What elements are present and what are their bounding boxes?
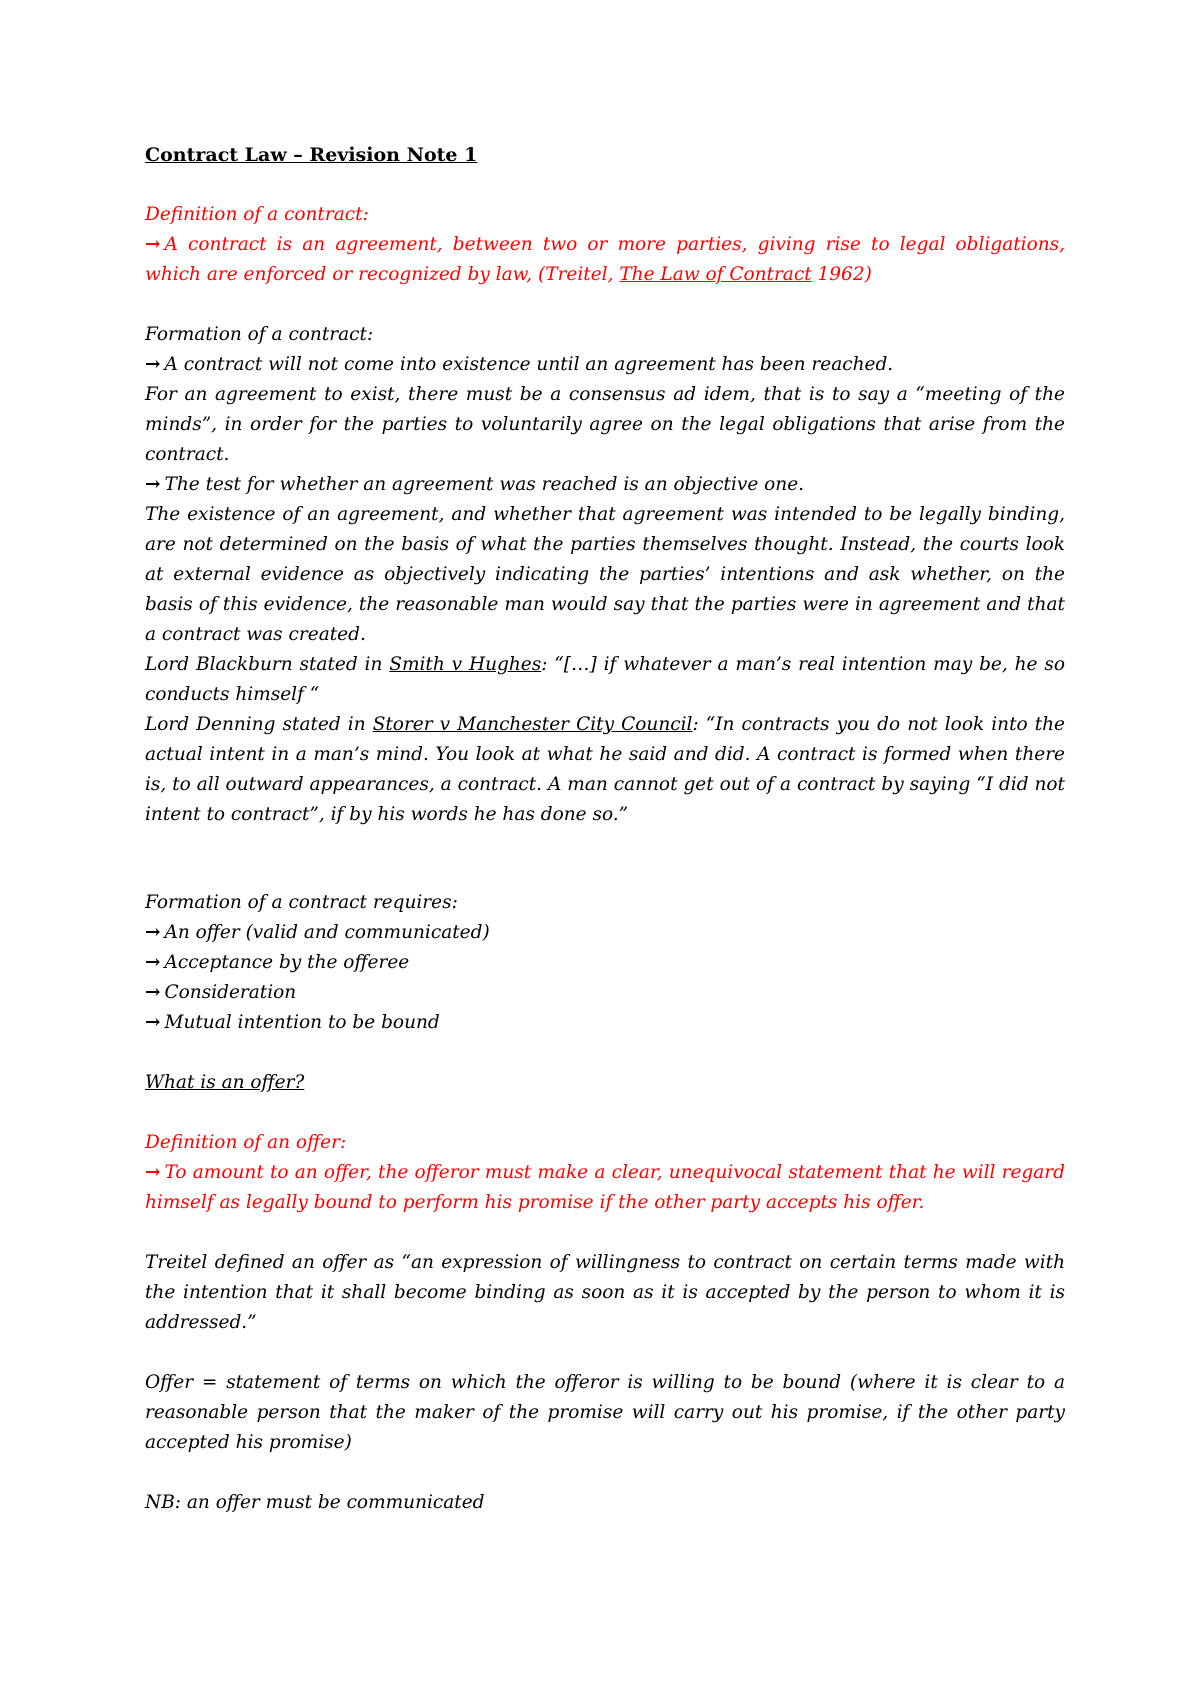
blackburn-quote: Lord Blackburn stated in Smith v Hughes: “[…] if whatever a man’s real intention may be, he so conducts himself “ (145, 654, 1065, 705)
formation-heading: Formation of a contract: (145, 324, 374, 345)
offer-definition-text: → To amount to an offer, the offeror must make a clear, unequivocal statement that he will regard himself as legally bound to perform his promise if the other party accepts his offer. (145, 1162, 1065, 1213)
denning-quote: Lord Denning stated in Storer v Manchester City Council: “In contracts you do not look into the actual intent in a man’s mind. You look at what he said and did. A contract is formed when there is, to all outward appearances, a contract. A man cannot get out of a contract by saying “I did not intent to contract”, if by his words he has done so.” (145, 714, 1066, 825)
formation-point-1: → A contract will not come into existence until an agreement has been reached. (145, 354, 894, 375)
treitel-definition: Treitel defined an offer as “an expression of willingness to contract on certain terms made with the intention that it shall become binding as soon as it is accepted by the person to whom it is addressed.” (145, 1252, 1065, 1333)
requirements-heading: Formation of a contract requires: (145, 892, 458, 913)
arrow-icon: → (145, 474, 161, 495)
requirement-item: → Mutual intention to be bound (145, 1012, 440, 1033)
offer-equation: Offer = statement of terms on which the offeror is willing to be bound (where it is clear to a reasonable person that the maker of the promise will carry out his promise, if the other party accepted his promise) (145, 1372, 1065, 1453)
arrow-icon: → (145, 1012, 161, 1033)
arrow-icon: → (145, 952, 161, 973)
definition-heading: Definition of a contract: (145, 204, 369, 225)
formation-paragraph-1: For an agreement to exist, there must be a consensus ad idem, that is to say a “meeting of the minds”, in order for the parties to voluntarily agree on the legal obligations that arise from the contract. (145, 384, 1065, 465)
arrow-icon: → (145, 234, 161, 255)
arrow-icon: → (145, 354, 161, 375)
arrow-icon: → (145, 1162, 161, 1183)
arrow-icon: → (145, 922, 161, 943)
nb-note: NB: an offer must be communicated (145, 1492, 485, 1513)
case-name: Smith v Hughes (389, 654, 542, 675)
requirement-item: → An offer (valid and communicated) (145, 922, 490, 943)
requirement-item: → Acceptance by the offeree (145, 952, 410, 973)
offer-heading: What is an offer? (145, 1072, 305, 1093)
document-title: Contract Law – Revision Note 1 (145, 144, 478, 166)
formation-point-2: → The test for whether an agreement was reached is an objective one. (145, 474, 805, 495)
book-title: The Law of Contract (619, 264, 812, 285)
definition-text: → A contract is an agreement, between two or more parties, giving rise to legal obligations, which are enforced or recognized by law, (Treitel, The Law of Contract 1962) (145, 234, 1065, 285)
formation-paragraph-2: The existence of an agreement, and whether that agreement was intended to be legally binding, are not determined on the basis of what the parties themselves thought. Instead, the courts look at external evidence as objectively indicating the parties’ intentions and ask whether, on the basis of this evidence, the reasonable man would say that the parties were in agreement and that a contract was created. (145, 504, 1065, 645)
case-name: Storer v Manchester City Council (372, 714, 693, 735)
offer-definition-heading: Definition of an offer: (145, 1132, 347, 1153)
requirement-item: → Consideration (145, 982, 297, 1003)
arrow-icon: → (145, 982, 161, 1003)
document-page (145, 140, 1065, 1518)
